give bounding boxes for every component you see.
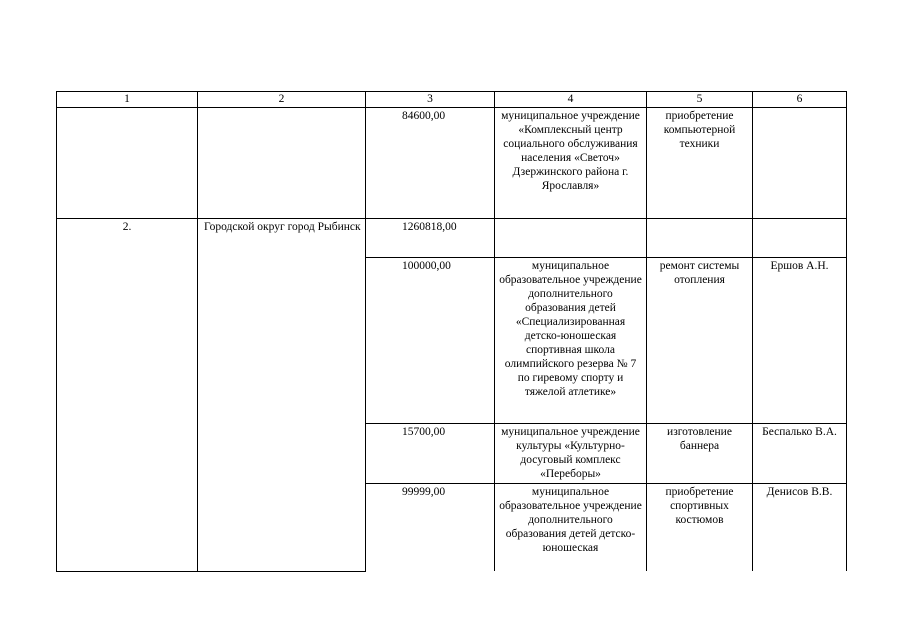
amount-cell: 84600,00	[366, 108, 495, 219]
institution-text: муниципальное образовательное учреждение дополнительного образования детей детско-юношеская	[499, 486, 642, 554]
column-number-5: 5	[647, 92, 753, 108]
column-number-2: 2	[198, 92, 366, 108]
person-cell: Ершов А.Н.	[753, 258, 847, 424]
person-cell	[753, 219, 847, 258]
table-row	[57, 219, 847, 258]
amount-cell: 15700,00	[366, 424, 495, 484]
institution-cell: муниципальное образовательное учреждение дополнительного образования детей «Специализированная детско-юношеская спортивная школа олимпийского резерва № 7 по гиревому спорту и тяжелой атлетике»	[495, 258, 647, 424]
table-header-row	[57, 92, 847, 108]
municipality-cell: Городской округ город Рыбинск	[198, 219, 366, 572]
allocation-table	[56, 91, 847, 572]
column-number-1: 1	[57, 92, 198, 108]
person-cell	[753, 108, 847, 219]
person-cell: Беспалько В.А.	[753, 424, 847, 484]
institution-cell	[495, 219, 647, 258]
table-row	[57, 108, 847, 219]
amount-cell: 100000,00	[366, 258, 495, 424]
purpose-cell: ремонт системы отопления	[647, 258, 753, 424]
institution-cell: муниципальное учреждение культуры «Культурно-досуговый комплекс «Переборы»	[495, 424, 647, 484]
purpose-cell: приобретение компьютерной техники	[647, 108, 753, 219]
amount-cell	[366, 484, 495, 572]
amount-text: 99999,00	[402, 486, 446, 498]
purpose-cell	[647, 484, 753, 572]
institution-cell: муниципальное учреждение «Комплексный центр социального обслуживания населения «Светоч» Дзержинского района г. Ярославля»	[495, 108, 647, 219]
purpose-cell: изготовление баннера	[647, 424, 753, 484]
institution-cell	[495, 484, 647, 572]
municipality-cell	[198, 108, 366, 219]
row-number-cell	[57, 108, 198, 219]
row-number-cell: 2.	[57, 219, 198, 572]
person-text: Денисов В.В.	[766, 486, 833, 498]
person-cell	[753, 484, 847, 572]
column-number-4: 4	[495, 92, 647, 108]
column-number-3: 3	[366, 92, 495, 108]
amount-cell: 1260818,00	[366, 219, 495, 258]
purpose-cell	[647, 219, 753, 258]
purpose-text: приобретение спортивных костюмов	[665, 486, 734, 526]
column-number-6: 6	[753, 92, 847, 108]
